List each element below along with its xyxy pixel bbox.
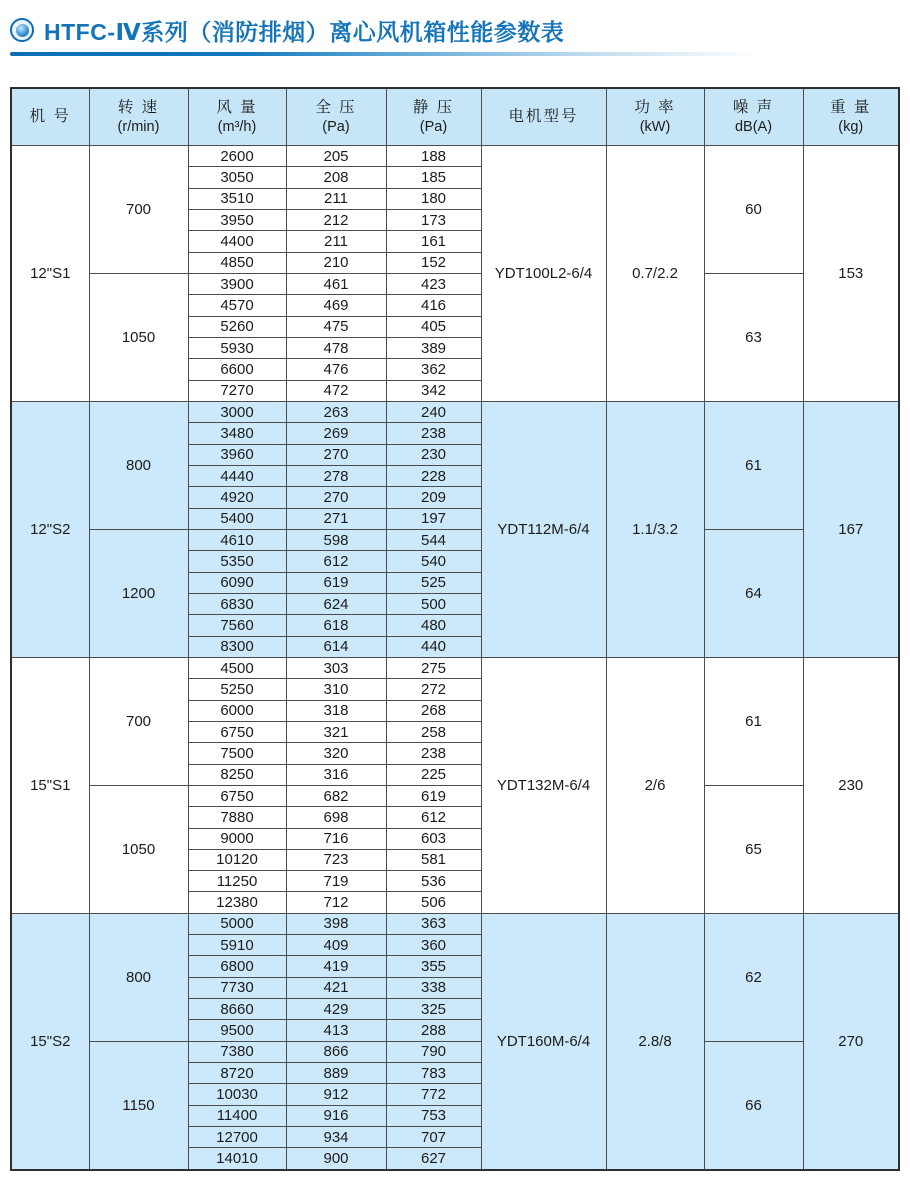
total-pressure-cell: 269 <box>286 423 386 444</box>
air-flow-cell: 4610 <box>188 529 286 550</box>
air-flow-cell: 8250 <box>188 764 286 785</box>
air-flow-cell: 14010 <box>188 1148 286 1170</box>
total-pressure-cell: 270 <box>286 444 386 465</box>
total-pressure-cell: 318 <box>286 700 386 721</box>
total-pressure-cell: 413 <box>286 1020 386 1041</box>
total-pressure-cell: 303 <box>286 657 386 678</box>
total-pressure-cell: 719 <box>286 871 386 892</box>
total-pressure-cell: 409 <box>286 935 386 956</box>
total-pressure-cell: 263 <box>286 401 386 422</box>
table-row <box>11 913 899 934</box>
air-flow-cell: 6800 <box>188 956 286 977</box>
table-row <box>11 785 899 806</box>
air-flow-cell: 5260 <box>188 316 286 337</box>
total-pressure-cell: 598 <box>286 529 386 550</box>
static-pressure-cell: 619 <box>386 785 481 806</box>
air-flow-cell: 3960 <box>188 444 286 465</box>
total-pressure-cell: 476 <box>286 359 386 380</box>
column-header-weight: 重 量 (kg) <box>803 88 899 146</box>
air-flow-cell: 3510 <box>188 188 286 209</box>
table-row <box>11 657 899 678</box>
total-pressure-cell: 421 <box>286 977 386 998</box>
total-pressure-cell: 398 <box>286 913 386 934</box>
air-flow-cell: 4440 <box>188 465 286 486</box>
static-pressure-cell: 772 <box>386 1084 481 1105</box>
total-pressure-cell: 320 <box>286 743 386 764</box>
air-flow-cell: 6090 <box>188 572 286 593</box>
static-pressure-cell: 240 <box>386 401 481 422</box>
static-pressure-cell: 173 <box>386 209 481 230</box>
machine-no-cell: 12"S2 <box>11 401 89 657</box>
air-flow-cell: 11400 <box>188 1105 286 1126</box>
motor-model-cell: YDT160M-6/4 <box>481 913 606 1169</box>
table-row <box>11 273 899 294</box>
noise-cell: 61 <box>704 657 803 785</box>
noise-cell: 61 <box>704 401 803 529</box>
static-pressure-cell: 440 <box>386 636 481 657</box>
motor-model-cell: YDT100L2-6/4 <box>481 146 606 402</box>
static-pressure-cell: 325 <box>386 999 481 1020</box>
column-header-air-flow: 风 量 (m³/h) <box>188 88 286 146</box>
power-cell: 2/6 <box>606 657 704 913</box>
static-pressure-cell: 355 <box>386 956 481 977</box>
total-pressure-cell: 723 <box>286 849 386 870</box>
air-flow-cell: 3000 <box>188 401 286 422</box>
air-flow-cell: 7500 <box>188 743 286 764</box>
static-pressure-cell: 753 <box>386 1105 481 1126</box>
table-header <box>11 88 899 146</box>
static-pressure-cell: 288 <box>386 1020 481 1041</box>
air-flow-cell: 4920 <box>188 487 286 508</box>
static-pressure-cell: 783 <box>386 1063 481 1084</box>
total-pressure-cell: 712 <box>286 892 386 913</box>
static-pressure-cell: 525 <box>386 572 481 593</box>
column-header-power: 功 率 (kW) <box>606 88 704 146</box>
power-cell: 2.8/8 <box>606 913 704 1169</box>
machine-no-cell: 12"S1 <box>11 146 89 402</box>
table-row <box>11 401 899 422</box>
static-pressure-cell: 500 <box>386 593 481 614</box>
total-pressure-cell: 614 <box>286 636 386 657</box>
total-pressure-cell: 419 <box>286 956 386 977</box>
speed-cell: 1050 <box>89 785 188 913</box>
total-pressure-cell: 889 <box>286 1063 386 1084</box>
static-pressure-cell: 161 <box>386 231 481 252</box>
static-pressure-cell: 338 <box>386 977 481 998</box>
static-pressure-cell: 416 <box>386 295 481 316</box>
total-pressure-cell: 461 <box>286 273 386 294</box>
air-flow-cell: 6750 <box>188 785 286 806</box>
air-flow-cell: 6830 <box>188 593 286 614</box>
static-pressure-cell: 258 <box>386 721 481 742</box>
speed-cell: 700 <box>89 146 188 274</box>
motor-model-cell: YDT132M-6/4 <box>481 657 606 913</box>
static-pressure-cell: 225 <box>386 764 481 785</box>
air-flow-cell: 7880 <box>188 807 286 828</box>
column-header-speed: 转 速 (r/min) <box>89 88 188 146</box>
weight-cell: 270 <box>803 913 899 1169</box>
total-pressure-cell: 205 <box>286 146 386 167</box>
table-row <box>11 529 899 550</box>
static-pressure-cell: 506 <box>386 892 481 913</box>
static-pressure-cell: 230 <box>386 444 481 465</box>
column-header-motor-model: 电机型号 <box>481 88 606 146</box>
title-underline-rule <box>10 52 758 56</box>
total-pressure-cell: 478 <box>286 337 386 358</box>
air-flow-cell: 10120 <box>188 849 286 870</box>
total-pressure-cell: 624 <box>286 593 386 614</box>
static-pressure-cell: 185 <box>386 167 481 188</box>
air-flow-cell: 4850 <box>188 252 286 273</box>
speed-cell: 1200 <box>89 529 188 657</box>
page-title <box>10 14 910 46</box>
static-pressure-cell: 188 <box>386 146 481 167</box>
table-row <box>11 1041 899 1062</box>
static-pressure-cell: 228 <box>386 465 481 486</box>
air-flow-cell: 9000 <box>188 828 286 849</box>
static-pressure-cell: 180 <box>386 188 481 209</box>
air-flow-cell: 4500 <box>188 657 286 678</box>
air-flow-cell: 5250 <box>188 679 286 700</box>
static-pressure-cell: 405 <box>386 316 481 337</box>
power-cell: 0.7/2.2 <box>606 146 704 402</box>
air-flow-cell: 8660 <box>188 999 286 1020</box>
air-flow-cell: 6600 <box>188 359 286 380</box>
air-flow-cell: 4570 <box>188 295 286 316</box>
total-pressure-cell: 211 <box>286 188 386 209</box>
noise-cell: 63 <box>704 273 803 401</box>
total-pressure-cell: 475 <box>286 316 386 337</box>
air-flow-cell: 5350 <box>188 551 286 572</box>
column-header-static-pressure: 静 压 (Pa) <box>386 88 481 146</box>
static-pressure-cell: 238 <box>386 423 481 444</box>
machine-no-cell: 15"S2 <box>11 913 89 1169</box>
static-pressure-cell: 389 <box>386 337 481 358</box>
total-pressure-cell: 212 <box>286 209 386 230</box>
total-pressure-cell: 866 <box>286 1041 386 1062</box>
total-pressure-cell: 619 <box>286 572 386 593</box>
fan-performance-table <box>10 87 900 1171</box>
static-pressure-cell: 423 <box>386 273 481 294</box>
static-pressure-cell: 342 <box>386 380 481 401</box>
noise-cell: 62 <box>704 913 803 1041</box>
static-pressure-cell: 272 <box>386 679 481 700</box>
total-pressure-cell: 934 <box>286 1127 386 1148</box>
air-flow-cell: 11250 <box>188 871 286 892</box>
air-flow-cell: 7730 <box>188 977 286 998</box>
air-flow-cell: 3480 <box>188 423 286 444</box>
static-pressure-cell: 544 <box>386 529 481 550</box>
weight-cell: 230 <box>803 657 899 913</box>
table-row <box>11 146 899 167</box>
static-pressure-cell: 707 <box>386 1127 481 1148</box>
static-pressure-cell: 536 <box>386 871 481 892</box>
air-flow-cell: 3050 <box>188 167 286 188</box>
total-pressure-cell: 618 <box>286 615 386 636</box>
static-pressure-cell: 480 <box>386 615 481 636</box>
static-pressure-cell: 363 <box>386 913 481 934</box>
static-pressure-cell: 790 <box>386 1041 481 1062</box>
air-flow-cell: 5400 <box>188 508 286 529</box>
air-flow-cell: 6000 <box>188 700 286 721</box>
air-flow-cell: 3900 <box>188 273 286 294</box>
column-header-machine-no: 机 号 <box>11 88 89 146</box>
static-pressure-cell: 197 <box>386 508 481 529</box>
static-pressure-cell: 268 <box>386 700 481 721</box>
total-pressure-cell: 916 <box>286 1105 386 1126</box>
noise-cell: 60 <box>704 146 803 274</box>
air-flow-cell: 7560 <box>188 615 286 636</box>
total-pressure-cell: 270 <box>286 487 386 508</box>
air-flow-cell: 12380 <box>188 892 286 913</box>
speed-cell: 800 <box>89 401 188 529</box>
air-flow-cell: 5930 <box>188 337 286 358</box>
concentric-circle-bullet-icon <box>10 18 34 42</box>
total-pressure-cell: 698 <box>286 807 386 828</box>
static-pressure-cell: 627 <box>386 1148 481 1170</box>
total-pressure-cell: 429 <box>286 999 386 1020</box>
air-flow-cell: 7270 <box>188 380 286 401</box>
total-pressure-cell: 900 <box>286 1148 386 1170</box>
noise-cell: 65 <box>704 785 803 913</box>
air-flow-cell: 8300 <box>188 636 286 657</box>
total-pressure-cell: 912 <box>286 1084 386 1105</box>
column-header-noise: 噪 声 dB(A) <box>704 88 803 146</box>
static-pressure-cell: 362 <box>386 359 481 380</box>
static-pressure-cell: 612 <box>386 807 481 828</box>
air-flow-cell: 8720 <box>188 1063 286 1084</box>
static-pressure-cell: 275 <box>386 657 481 678</box>
motor-model-cell: YDT112M-6/4 <box>481 401 606 657</box>
total-pressure-cell: 321 <box>286 721 386 742</box>
page-title-text: HTFC-Ⅳ系列（消防排烟）离心风机箱性能参数表 <box>44 18 565 45</box>
static-pressure-cell: 581 <box>386 849 481 870</box>
total-pressure-cell: 716 <box>286 828 386 849</box>
column-header-total-pressure: 全 压 (Pa) <box>286 88 386 146</box>
speed-cell: 1050 <box>89 273 188 401</box>
air-flow-cell: 12700 <box>188 1127 286 1148</box>
machine-no-cell: 15"S1 <box>11 657 89 913</box>
static-pressure-cell: 209 <box>386 487 481 508</box>
total-pressure-cell: 310 <box>286 679 386 700</box>
power-cell: 1.1/3.2 <box>606 401 704 657</box>
speed-cell: 800 <box>89 913 188 1041</box>
air-flow-cell: 6750 <box>188 721 286 742</box>
total-pressure-cell: 472 <box>286 380 386 401</box>
total-pressure-cell: 469 <box>286 295 386 316</box>
total-pressure-cell: 208 <box>286 167 386 188</box>
weight-cell: 153 <box>803 146 899 402</box>
total-pressure-cell: 682 <box>286 785 386 806</box>
static-pressure-cell: 238 <box>386 743 481 764</box>
total-pressure-cell: 271 <box>286 508 386 529</box>
noise-cell: 66 <box>704 1041 803 1169</box>
static-pressure-cell: 603 <box>386 828 481 849</box>
total-pressure-cell: 278 <box>286 465 386 486</box>
table-body <box>11 146 899 1170</box>
air-flow-cell: 4400 <box>188 231 286 252</box>
air-flow-cell: 2600 <box>188 146 286 167</box>
air-flow-cell: 5910 <box>188 935 286 956</box>
air-flow-cell: 7380 <box>188 1041 286 1062</box>
table-header-row <box>11 88 899 146</box>
static-pressure-cell: 540 <box>386 551 481 572</box>
static-pressure-cell: 152 <box>386 252 481 273</box>
weight-cell: 167 <box>803 401 899 657</box>
air-flow-cell: 10030 <box>188 1084 286 1105</box>
total-pressure-cell: 210 <box>286 252 386 273</box>
speed-cell: 1150 <box>89 1041 188 1169</box>
air-flow-cell: 5000 <box>188 913 286 934</box>
total-pressure-cell: 612 <box>286 551 386 572</box>
total-pressure-cell: 316 <box>286 764 386 785</box>
air-flow-cell: 3950 <box>188 209 286 230</box>
static-pressure-cell: 360 <box>386 935 481 956</box>
speed-cell: 700 <box>89 657 188 785</box>
air-flow-cell: 9500 <box>188 1020 286 1041</box>
total-pressure-cell: 211 <box>286 231 386 252</box>
noise-cell: 64 <box>704 529 803 657</box>
